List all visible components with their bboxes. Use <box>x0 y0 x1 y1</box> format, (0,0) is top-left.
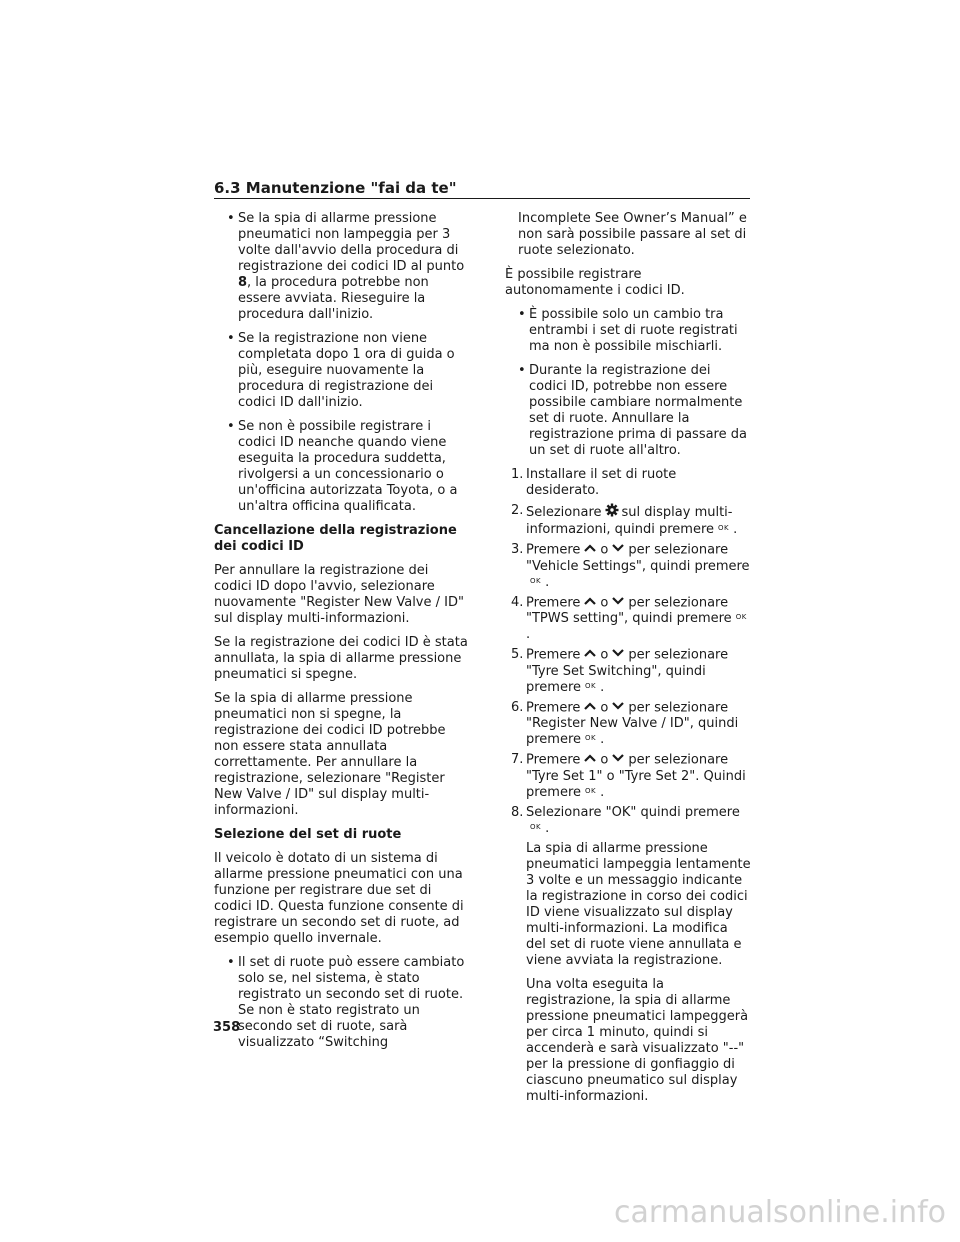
subheading: Selezione del set di ruote <box>214 827 402 842</box>
paragraph: Se la registrazione dei codici ID è stata annullata, la spia di allarme pressione pneumatici si spegne. <box>214 635 468 682</box>
bullet-text: È possibile solo un cambio tra entrambi i set di ruote registrati ma non è possibile mischiarli. <box>529 307 738 354</box>
bullet-dot: • <box>227 419 235 434</box>
ok-button-icon: OK <box>585 734 597 742</box>
ok-button-icon: OK <box>718 524 730 532</box>
step-number: 1. <box>511 467 524 482</box>
bullet-text: Se la registrazione non viene completata dopo 1 ora di guida o più, eseguire nuovamente la procedura di registrazione dei codici ID dall'inizio. <box>238 331 455 410</box>
ok-button-icon: OK <box>585 786 597 795</box>
step-8-note: Una volta eseguita la registrazione, la spia di allarme pressione pneumatici lampeggerà per circa 1 minuto, quindi si accenderà e sarà visualizzato "--" per la pressione di gonfiaggio di ciascuno pneumatico sul display multi-informazioni. <box>526 976 749 1104</box>
step-8-note: La spia di allarme pressione pneumatici lampeggia lentamente 3 volte e un messaggio indicante la registrazione in corso dei codici ID viene visualizzato sul display multi-informazioni. La modifica del set di ruote viene annullata e viene avviata la registrazione. <box>526 840 751 968</box>
paragraph: Per annullare la registrazione dei codici ID dopo l'avvio, selezionare nuovamente "Register New Valve / ID" sul display multi-informazioni. <box>214 563 464 626</box>
step-8: 8. Selezionare "OK" quindi premereOK . <box>511 804 740 836</box>
step-number: 3. <box>511 542 524 557</box>
chevron-up-icon <box>583 595 597 611</box>
chevron-down-icon <box>611 700 625 716</box>
bullet-item <box>214 955 470 1051</box>
bullet-dot: • <box>227 211 235 226</box>
step-4: 4. Premere o per selezionare "TPWS setting", quindi premere OK. <box>511 594 747 642</box>
chevron-up-icon <box>583 700 597 716</box>
bullet-item <box>214 211 470 323</box>
ok-button-icon: OK <box>735 613 747 621</box>
chevron-down-icon <box>611 542 625 558</box>
step-number: 8. <box>511 804 524 820</box>
chevron-down-icon <box>611 752 625 768</box>
bullet-dot: • <box>227 331 235 346</box>
bullet-text: , la procedura potrebbe non essere avviata. Rieseguire la procedura dall'inizio. <box>238 275 429 322</box>
step-text: Premere <box>526 647 581 663</box>
section-title: 6.3 Manutenzione "fai da te" <box>214 179 457 197</box>
or-text: o <box>600 647 609 663</box>
step-1 <box>505 467 751 499</box>
step-text: per selezionare "Tyre Set Switching", quindi premere <box>526 647 729 695</box>
or-text: o <box>600 700 609 715</box>
ok-button-icon: OK <box>530 822 542 831</box>
bullet-item <box>214 419 470 515</box>
step-text: sul display multi-informazioni, quindi premere <box>526 505 733 537</box>
step-text: Premere <box>526 752 581 768</box>
ok-button-icon: OK <box>585 681 597 690</box>
step-text: Selezionare "OK" quindi premere <box>526 804 740 820</box>
step-text: Premere <box>526 595 581 610</box>
or-text: o <box>600 595 609 610</box>
step-text: Installare il set di ruote desiderato. <box>526 467 677 498</box>
left-column <box>214 211 470 1059</box>
step-text: per selezionare "TPWS setting", quindi premere <box>526 595 732 626</box>
watermark: carmanualsonline.info <box>614 1195 946 1230</box>
bullet-item <box>214 331 470 411</box>
bullet-text: Se la spia di allarme pressione pneumatici non lampeggia per 3 volte dall'avvio della procedura di registrazione dei codici ID al punto <box>238 211 465 274</box>
step-3: 3. Premere o per selezionare "Vehicle Settings", quindi premereOK . <box>511 542 750 590</box>
bullet-text: Il set di ruote può essere cambiato solo se, nel sistema, è stato registrato un secondo set di ruote. Se non è stato registrato un secondo set di ruote, sarà visualizzato “Switching <box>238 955 465 1050</box>
section-divider <box>214 198 750 199</box>
chevron-up-icon <box>583 647 597 663</box>
paragraph: È possibile registrare autonomamente i codici ID. <box>505 267 685 298</box>
step-2: 2. Selezionare sul display multi-informazioni, quindi premere OK . <box>511 503 738 537</box>
bullet-continuation: Incomplete See Owner’s Manual” e non sarà possibile passare al set di ruote selezionato. <box>518 211 747 258</box>
step-text: per selezionare "Tyre Set 1" o "Tyre Set 2". Quindi premere <box>526 752 746 800</box>
step-number: 2. <box>511 503 524 518</box>
bullet-text: Durante la registrazione dei codici ID, potrebbe non essere possibile cambiare normalmente set di ruote. Annullare la registrazione prima di passare da un set di ruote all'altro. <box>529 363 747 458</box>
step-text: Premere <box>526 542 581 558</box>
step-number: 5. <box>511 647 524 662</box>
step-number: 4. <box>511 594 524 610</box>
step-number: 6. <box>511 699 524 715</box>
chevron-up-icon <box>583 752 597 768</box>
subheading: Cancellazione della registrazione dei codici ID <box>214 523 457 554</box>
or-text: o <box>600 542 609 558</box>
chevron-down-icon <box>611 595 625 611</box>
chevron-up-icon <box>583 542 597 558</box>
step-5: 5. Premere o per selezionare "Tyre Set Switching", quindi premere OK . <box>511 647 729 695</box>
step-text: Selezionare <box>526 505 602 520</box>
paragraph: Il veicolo è dotato di un sistema di allarme pressione pneumatici con una funzione per registrare due set di codici ID. Questa funzione consente di registrare un secondo set di ruote, ad esempio quello invernale. <box>214 851 464 946</box>
step-reference: 8 <box>238 275 248 290</box>
bullet-item <box>505 363 751 459</box>
step-7: 7. Premere o per selezionare "Tyre Set 1" o "Tyre Set 2". Quindi premere OK . <box>511 752 746 800</box>
step-text: Premere <box>526 700 581 715</box>
right-column <box>505 211 751 1113</box>
step-number: 7. <box>511 752 524 767</box>
step-text: per selezionare "Register New Valve / ID", quindi premere <box>526 700 739 747</box>
settings-gear-icon <box>605 503 619 522</box>
bullet-text: Se non è possibile registrare i codici ID neanche quando viene eseguita la procedura suddetta, rivolgersi a un concessionario o un'officina autorizzata Toyota, o a un'altra officina qualificata. <box>238 419 458 514</box>
bullet-dot: • <box>518 307 526 322</box>
paragraph: Se la spia di allarme pressione pneumatici non si spegne, la registrazione dei codici ID potrebbe non essere stata annullata correttamente. Per annullare la registrazione, selezionare "Register New Valve / ID" sul display multi-informazioni. <box>214 691 446 818</box>
or-text: o <box>600 752 609 768</box>
step-6: 6. Premere o per selezionare "Register New Valve / ID", quindi premere OK . <box>511 699 739 747</box>
chevron-down-icon <box>611 647 625 663</box>
ok-button-icon: OK <box>530 576 542 585</box>
bullet-dot: • <box>518 363 526 378</box>
bullet-item <box>505 307 751 355</box>
bullet-dot: • <box>227 955 235 970</box>
step-text: per selezionare "Vehicle Settings", quindi premere <box>526 542 750 574</box>
page-number: 358 <box>213 1020 241 1035</box>
